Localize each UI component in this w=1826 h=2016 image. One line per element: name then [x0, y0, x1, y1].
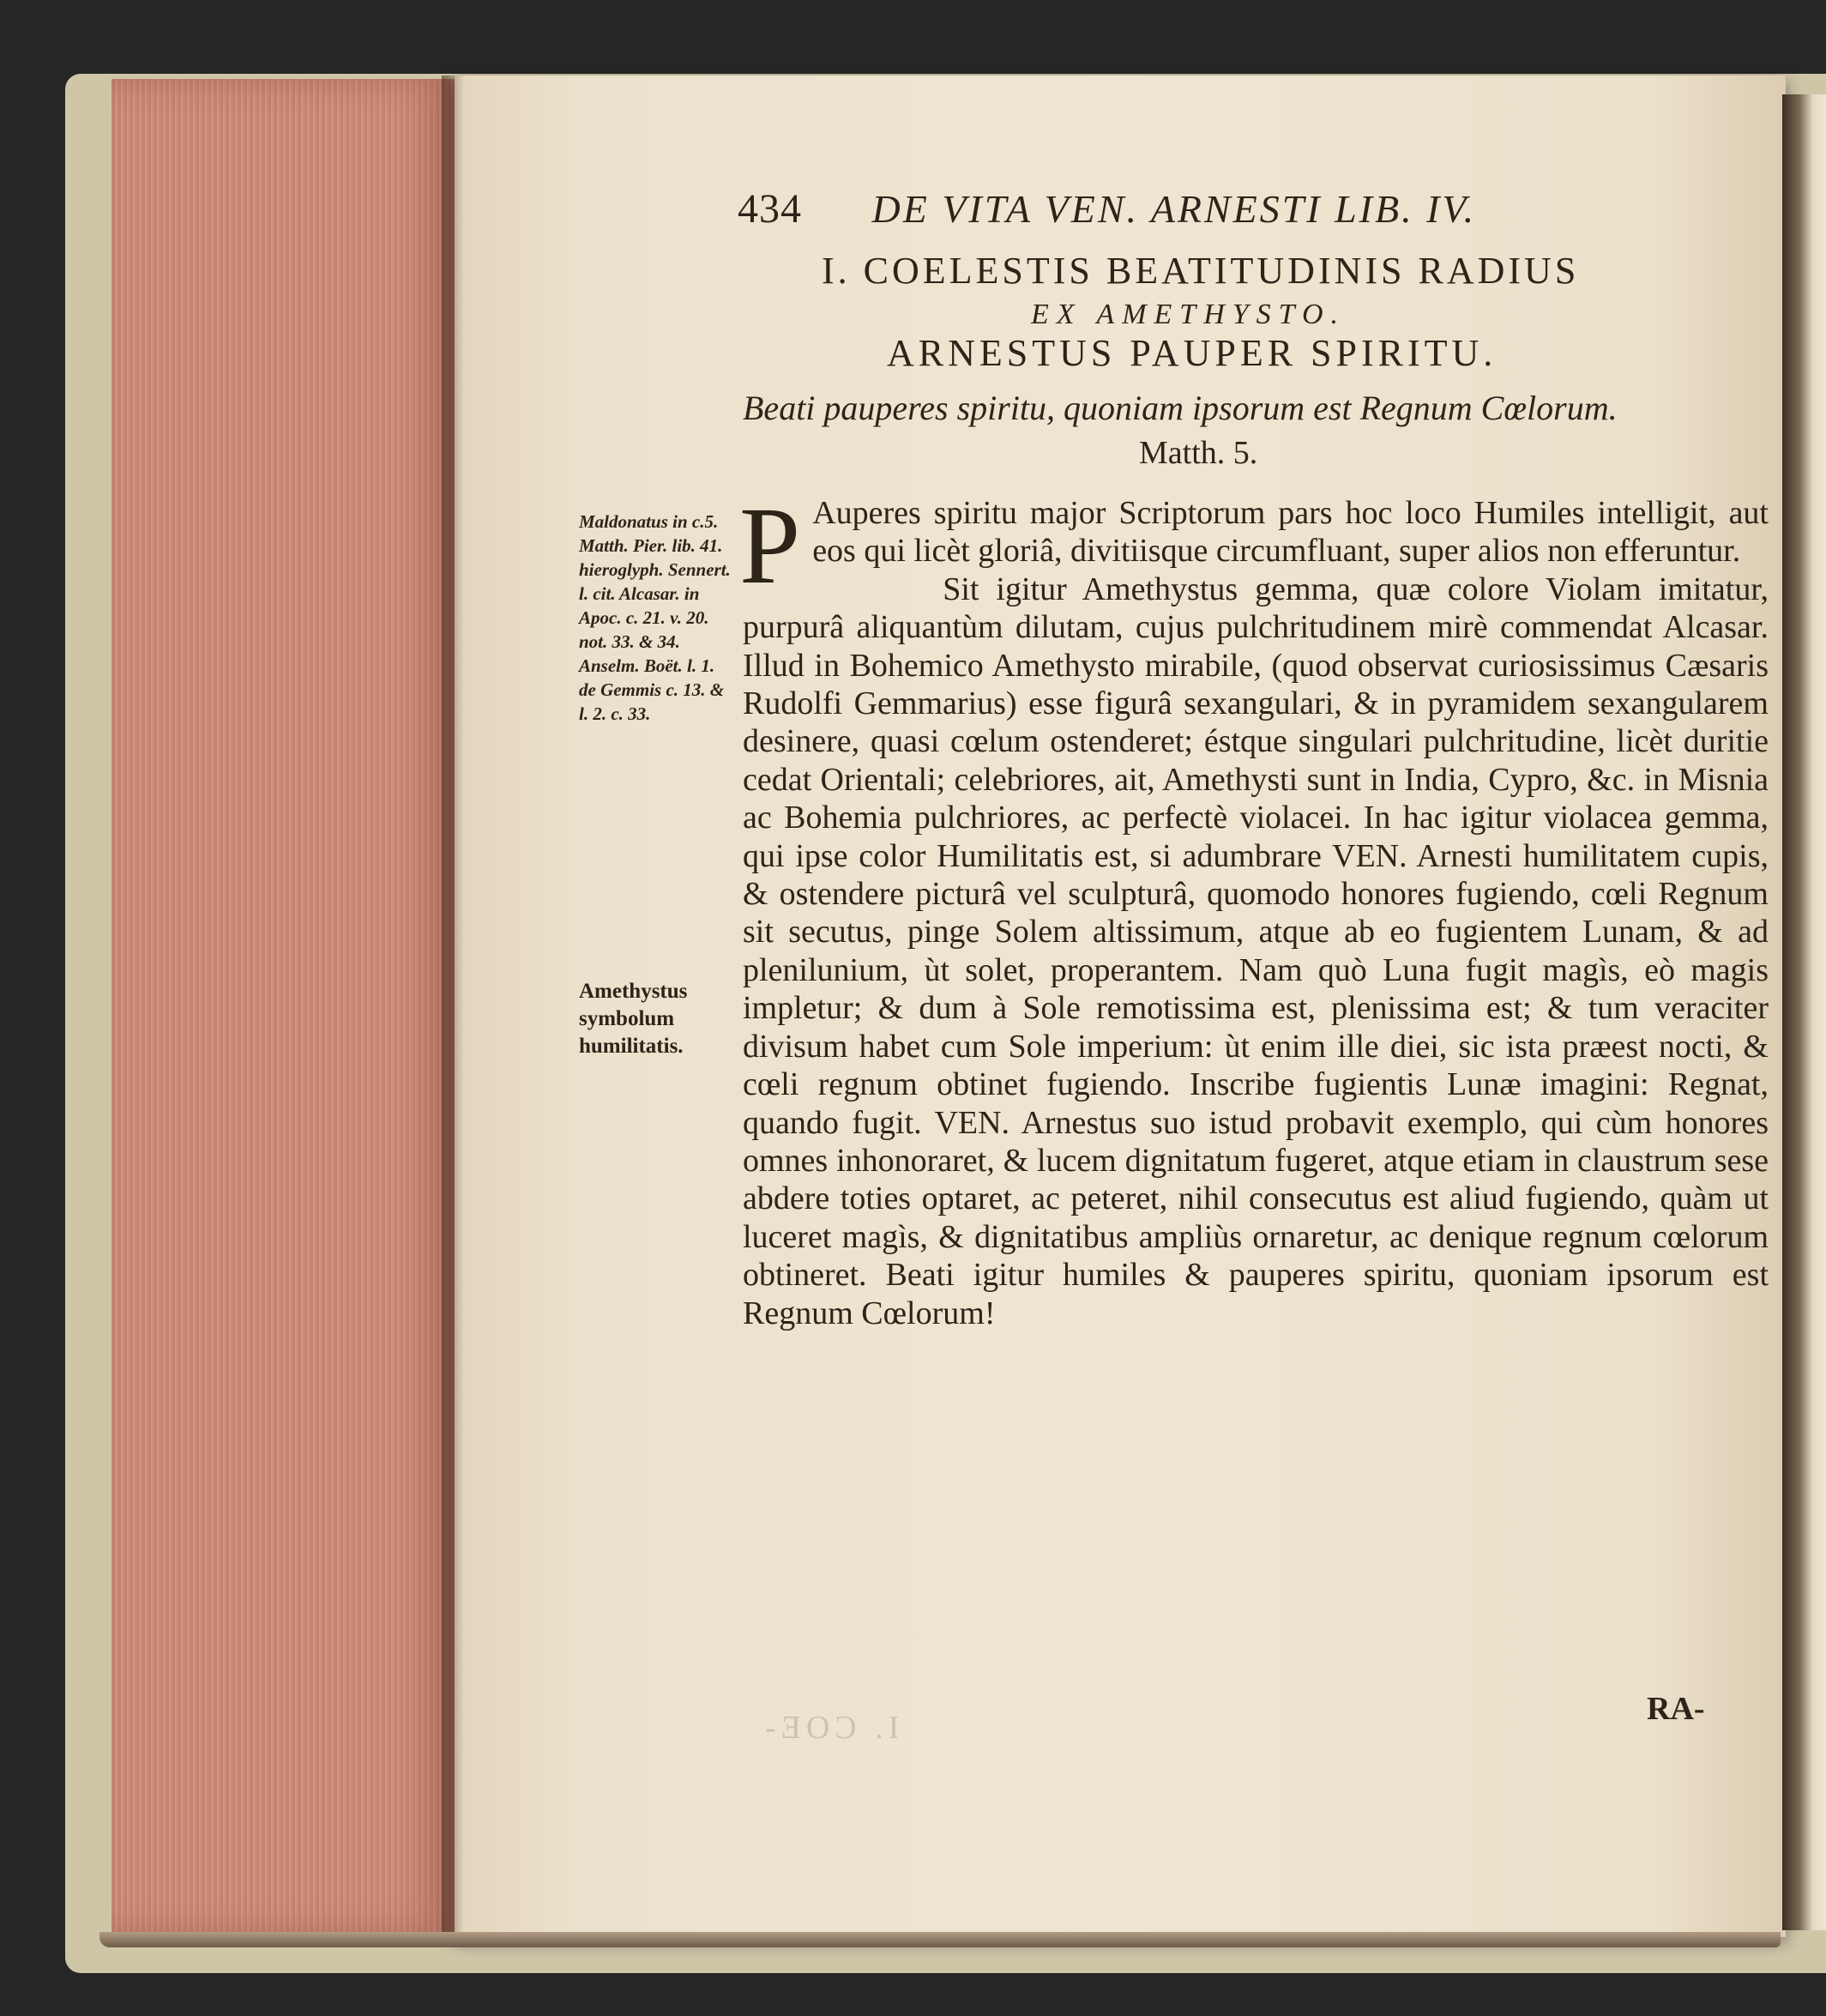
paragraph-text: Sit igitur Amethystus gemma, quæ colore Violam imitatur, purpurâ aliquantùm dilutam, cujus pulchritudinem mirè commendat Alcasar. Illud in Bohemico Amethysto mirabile, (quod observat curiosissimus Cæsaris Rudolfi Gemmarius) esse figurâ sexangulari, & in pyramidem sexangularem desinere, quasi cœlum ostenderet; éstque singulari pulchritudine, licèt duritie cedat Orientali; celebriores, ait, Amethysti sunt in India, Cypro, &c. in Misnia ac Bohemia pulchriores, ac perfectè violacei. In hac igitur violacea gemma, qui ipse color Humilitatis est, si adumbrare VEN. Arnesti humilitatem cupis, & ostendere picturâ vel sculpturâ, quomodo honores fugiendo, cœli Regnum sit secutus, pinge Solem altissimum, atque ab eo fugientem Lunam, & ad plenilunium, ùt solet, properantem. Nam quò Luna fugit magìs, eò magis impletur; & dum à Sole remotissima est, plenissima est; & tum veraciter divisum habet cum Sole imperium: ùt enim ille diei, sic ista præest nocti, & cœli regnum obtinet fugiendo. Inscribe fugientis Lunæ imagini: Regnat, quando fugit. VEN. Arnestus suo istud probavit exemplo, qui cùm honores omnes inhonoraret, & lucem dignitatum fugeret, atque etiam in claustrum sese abdere toties optaret, ac peteret, nihil consecutus est aliud fugiendo, quàm ut luceret magìs, & dignitatibus ampliùs ornaretur, ac denique regnum cœlorum obtineret. Beati igitur humiles & pauperes spiritu, quoniam ipsorum est Regnum Cœlorum! — [743, 570, 1769, 1331]
body-text — [739, 485, 1769, 1332]
paragraph — [739, 485, 1769, 607]
running-title: DE VITA VEN. ARNESTI LIB. IV. — [871, 187, 1477, 231]
page-fore-edge — [111, 79, 455, 1932]
running-header — [738, 182, 1733, 237]
page-edge-shadow — [442, 75, 464, 1939]
paragraph — [743, 570, 1769, 1332]
section-heading: ARNESTUS PAUPER SPIRITU. — [887, 332, 1498, 374]
page-number: 434 — [738, 186, 802, 232]
section-subtitle: EX AMETHYSTO. — [1031, 299, 1347, 330]
bleed-through-text: I. COE- — [760, 1710, 900, 1746]
section-title: I. COELESTIS BEATITUDINIS RADIUS — [822, 250, 1580, 292]
margin-note-amethyst: Amethystus symbolum humilitatis. — [579, 980, 688, 1058]
book-gutter — [1782, 94, 1826, 1930]
paragraph-text: Auperes spiritu major Scriptorum pars hoc loco Humiles intelligit, aut eos qui licèt gloriâ, divitiisque circumfluant, super alios non efferuntur. — [812, 495, 1769, 570]
drop-capital: P — [739, 485, 801, 607]
motto: Beati pauperes spiritu, quoniam ipsorum est Regnum Cœlorum. — [743, 389, 1618, 427]
book-bottom-edge — [99, 1932, 1781, 1947]
catchword: RA- — [1647, 1691, 1705, 1727]
margin-note-references: Maldonatus in c.5. Matth. Pier. lib. 41. hieroglyph. Sennert. l. cit. Alcasar. in Apoc. c. 21. v. 20. not. 33. & 34. Anselm. Boët. l. 1. de Gemmis c. 13. & l. 2. c. 33. — [579, 511, 731, 724]
citation: Matth. 5. — [1139, 435, 1258, 471]
